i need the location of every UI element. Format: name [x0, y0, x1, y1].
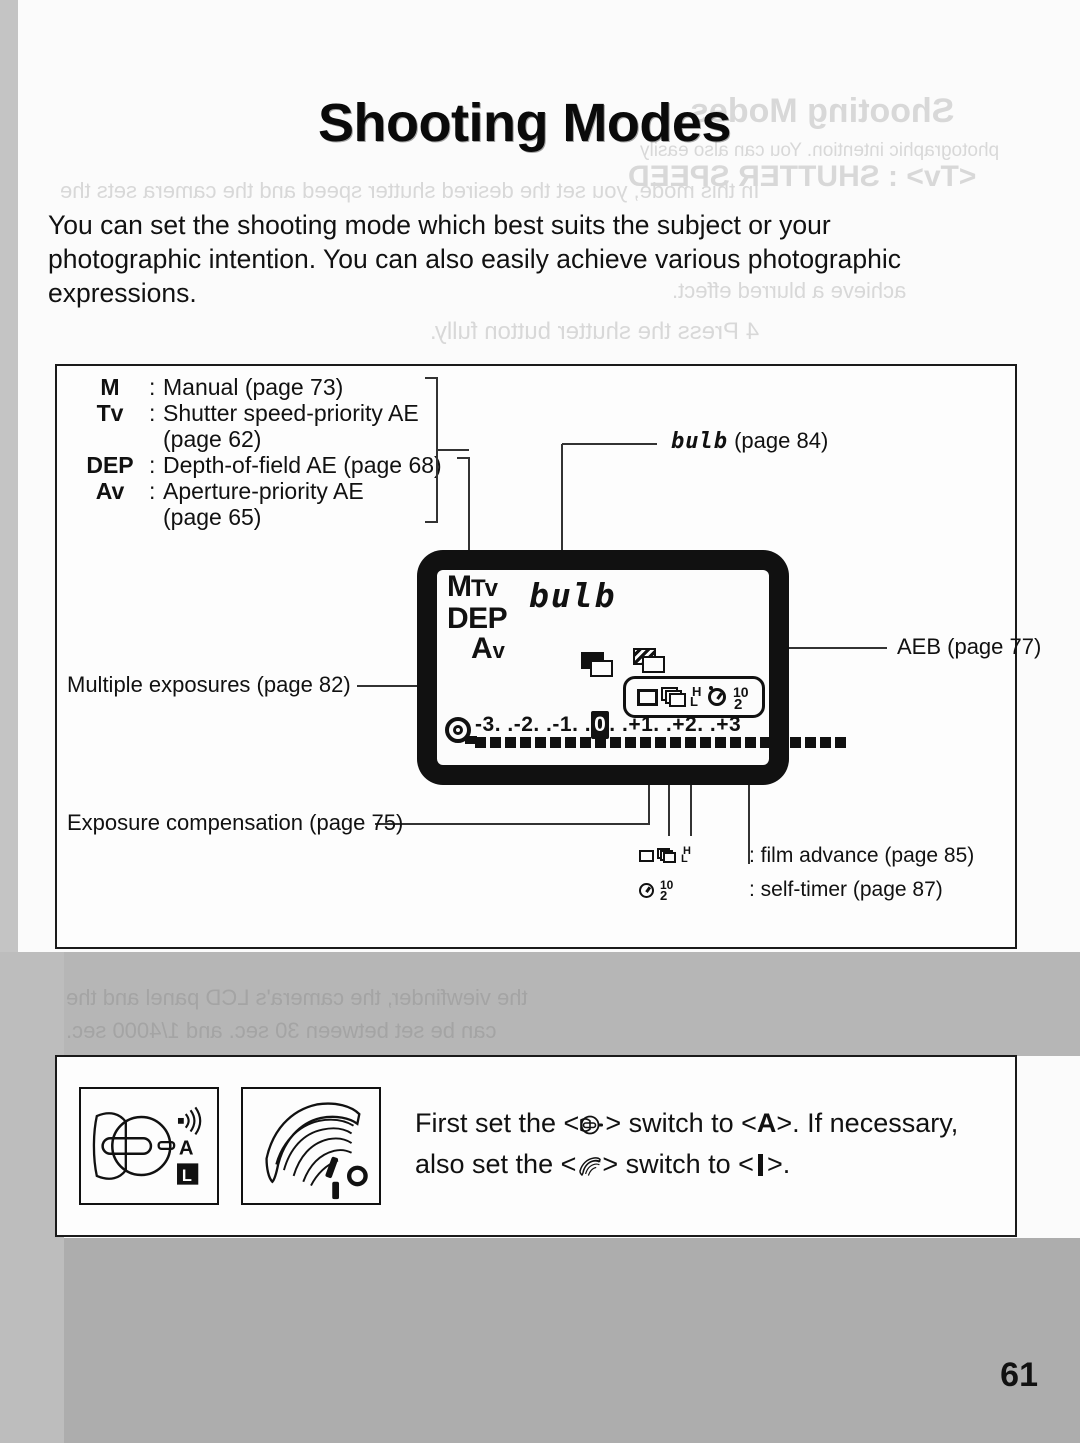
instr-part-5: >. — [766, 1149, 791, 1179]
exposure-tick — [805, 737, 816, 748]
exposure-tick — [610, 737, 621, 748]
intro-line-2: photographic intention. You can also easily achieve various photographic — [48, 244, 902, 274]
exposure-tick — [700, 737, 711, 748]
film-advance-icons — [639, 847, 749, 865]
mode-colon: : — [149, 400, 156, 426]
exposure-tick — [640, 737, 651, 748]
lens-af-switch-icon — [576, 1150, 602, 1187]
camera-main-switch-photo — [79, 1087, 219, 1205]
lcd-mode-m: M — [447, 570, 471, 603]
mode-key-av: Av — [95, 478, 125, 504]
exposure-tick — [535, 737, 546, 748]
lcd-bulb-indicator: bulb — [529, 576, 617, 615]
self-timer-durations: 10 2 — [733, 684, 749, 713]
mode-desc-dep: Depth-of-field AE (page 68) — [163, 452, 442, 478]
mode-key-tv: Tv — [96, 400, 124, 426]
mode-key-m: M — [100, 374, 120, 400]
mode-colon: : — [149, 452, 156, 478]
paper-bottom-gray — [18, 1238, 1080, 1443]
callout-multiple-exposures: Multiple exposures (page 82) — [67, 672, 351, 697]
exposure-tick — [820, 737, 831, 748]
frame-front — [590, 660, 613, 677]
frame-front — [642, 656, 665, 673]
lcd-mode-indicators — [447, 572, 507, 666]
shooting-mode-list — [71, 374, 442, 530]
exposure-tick — [760, 737, 771, 748]
callout-aeb: AEB (page 77) — [897, 634, 1042, 659]
instruction-text — [415, 1105, 975, 1187]
exposure-tick — [520, 737, 531, 748]
main-switch-illustration — [81, 1089, 217, 1203]
exposure-tick — [775, 737, 786, 748]
mode-colon: : — [149, 478, 156, 504]
lcd-diagram-panel — [55, 364, 1042, 949]
exposure-tick — [595, 737, 606, 748]
exposure-tick — [625, 737, 636, 748]
intro-paragraph — [48, 208, 1023, 310]
exposure-tick — [835, 737, 846, 748]
mode-key-dep: DEP — [86, 452, 134, 478]
mode-desc-tv: Shutter speed-priority AE — [163, 400, 419, 426]
instr-part-1: First set the < — [415, 1108, 580, 1138]
mini-timer-durations: 10 2 — [660, 878, 674, 903]
mini-timer-icon — [639, 881, 657, 899]
callout-bulb — [671, 428, 828, 454]
mini-high-low-icon: H L — [681, 845, 691, 865]
ghost-line1: photographic intention. You can also easily — [640, 140, 1000, 161]
exposure-compensation-scale — [445, 709, 763, 759]
exposure-scale-numbers: -3. .-2. .-1. . 0 . .+1. .+2. .+3 — [475, 711, 741, 739]
page-number: 61 — [1000, 1356, 1038, 1394]
mini-continuous-icon — [657, 848, 678, 864]
legend-row-self-timer — [639, 873, 974, 907]
exposure-tick — [505, 737, 516, 748]
exposure-tick — [715, 737, 726, 748]
lcd-mode-tv: Tv — [471, 575, 498, 602]
mode-row-dep — [71, 452, 442, 478]
lcd-mode-row-m-tv — [447, 572, 507, 604]
ghost-line6: the viewfinder, the camera's LCD panel and the — [66, 985, 528, 1010]
mode-desc-av: Aperture-priority AE — [163, 478, 364, 504]
ghost-line2: <Tv> : SHUTTER SPEED — [628, 160, 977, 193]
camera-lcd-panel — [417, 550, 789, 785]
instruction-panel — [55, 1055, 1017, 1237]
instr-target-I — [758, 1154, 763, 1176]
main-switch-dial-icon — [579, 1109, 605, 1146]
mode-row-tv — [71, 400, 442, 426]
svg-text:L: L — [181, 1166, 192, 1185]
lens-switch-photo — [241, 1087, 381, 1205]
legend-text-film-advance: : film advance (page 85) — [749, 844, 975, 867]
legend-text-self-timer: : self-timer (page 87) — [749, 878, 943, 901]
exposure-tick — [550, 737, 561, 748]
legend-row-film-advance — [639, 839, 974, 873]
ghost-line7: can be set between 30 sec. and 1/4000 sec. — [66, 1018, 497, 1043]
ghost-line3: In this mode, you set the desired shutter speed and the camera sets the — [60, 178, 760, 203]
mode-desc-m: Manual (page 73) — [163, 374, 344, 400]
mode-row-av — [71, 478, 442, 504]
exposure-tick — [670, 737, 681, 748]
mini-single-frame-icon — [639, 850, 654, 862]
multiple-exposure-icon — [581, 652, 615, 678]
lcd-mode-dep: DEP — [447, 602, 508, 635]
exposure-scale-ticks — [475, 737, 846, 748]
mode-row-m — [71, 374, 442, 400]
exposure-tick — [565, 737, 576, 748]
exposure-tick — [745, 737, 756, 748]
exposure-tick — [655, 737, 666, 748]
exposure-tick — [475, 737, 486, 748]
mode-cont-av: (page 65) — [163, 504, 262, 530]
page-title: Shooting Modes — [318, 93, 731, 153]
exposure-tick — [730, 737, 741, 748]
instr-target-A: A — [756, 1108, 777, 1138]
ghost-title: Shooting Modes — [690, 92, 955, 130]
lens-switch-illustration — [243, 1089, 379, 1203]
intro-line-1: You can set the shooting mode which best suits the subject or your — [48, 210, 831, 240]
single-frame-icon — [637, 689, 658, 706]
ghost-line5: 4 Press the shutter button fully. — [430, 318, 760, 345]
instr-part-2: > switch to < — [605, 1108, 757, 1138]
aeb-icon — [633, 648, 667, 674]
instr-part-4: > switch to < — [602, 1149, 754, 1179]
callout-bulb-page: (page 84) — [734, 428, 829, 453]
exposure-tick — [685, 737, 696, 748]
high-low-speed-icon: H L — [690, 684, 702, 709]
lcd-icon-legend — [639, 839, 974, 907]
callout-bulb-glyph: bulb — [671, 429, 728, 454]
continuous-frame-icon — [661, 687, 687, 707]
exposure-tick — [790, 737, 801, 748]
intro-line-3: expressions. — [48, 278, 197, 308]
self-timer-icon-legend — [639, 878, 749, 903]
svg-text:A: A — [178, 1137, 194, 1160]
exposure-tick — [580, 737, 591, 748]
lcd-screen — [437, 570, 769, 765]
mode-cont-tv: (page 62) — [163, 426, 262, 452]
instr-part-3: >. If necessary, also set the < — [415, 1108, 959, 1179]
self-timer-icon — [708, 686, 730, 708]
callout-exposure-compensation: Exposure compensation (page 75) — [67, 810, 404, 835]
ghost-line4: achieve a blurred effect. — [672, 278, 907, 303]
paper-mid-gray — [18, 952, 1080, 1056]
lcd-mode-av: Av — [471, 632, 505, 665]
exposure-tick — [490, 737, 501, 748]
mode-colon: : — [149, 374, 156, 400]
